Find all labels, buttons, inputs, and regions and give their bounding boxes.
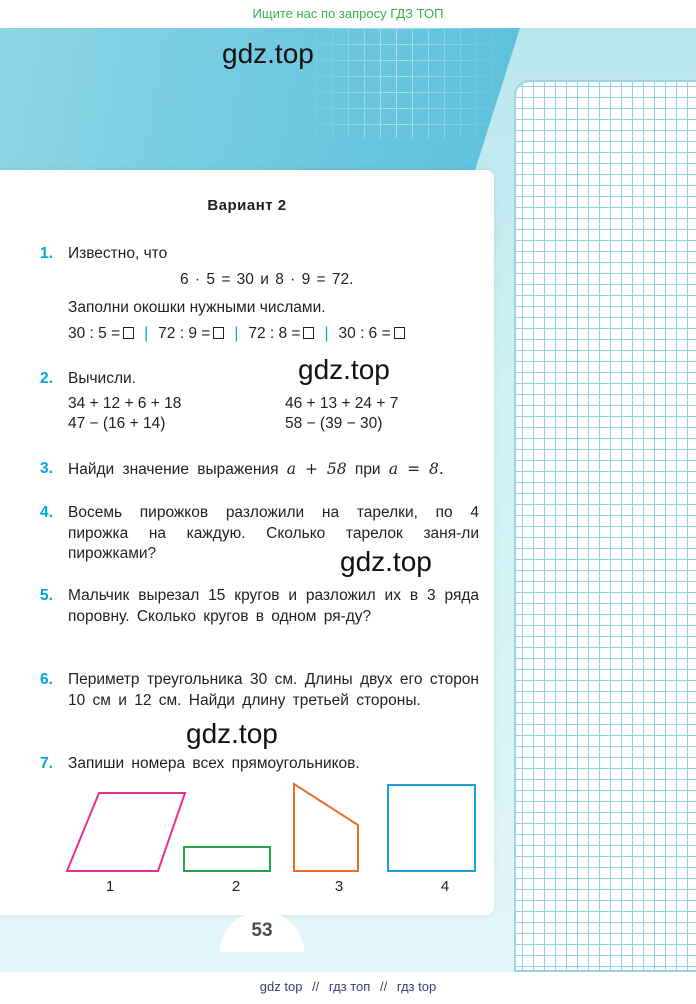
- task-text: Периметр треугольника 30 см. Длины двух его сторон 10 см и 12 см. Найди длину третьей стороны.: [68, 671, 479, 709]
- task-number: 4.: [40, 504, 53, 521]
- task-number: 2.: [40, 370, 53, 387]
- expression: a + 58: [286, 460, 347, 478]
- answer-box[interactable]: [123, 327, 134, 339]
- separator: |: [324, 325, 329, 342]
- shape-label-2: 2: [231, 878, 241, 895]
- task-text: Восемь пирожков разложили на тарелки, по 4 пирожка на каждую. Сколько тарелок заня-ли пирожками?: [68, 504, 479, 562]
- task-text: Известно, что: [68, 245, 168, 262]
- header-grid-decoration: [300, 28, 510, 138]
- task-text: Запиши номера всех прямоугольников.: [68, 755, 360, 772]
- parallelogram-shape-1: [67, 793, 185, 871]
- expression: 72 : 9 =: [158, 325, 211, 342]
- footer-links: [0, 972, 696, 1004]
- expression: 58 − (39 − 30): [285, 415, 383, 432]
- task-text: [68, 459, 444, 481]
- task-text-part: Найди значение выражения: [68, 461, 279, 478]
- square-shape-4: [388, 785, 475, 871]
- shape-label-3: 3: [334, 878, 344, 895]
- expression: 72 : 8 =: [248, 325, 301, 342]
- expression: 34 + 12 + 6 + 18: [68, 395, 182, 412]
- separator: |: [144, 325, 149, 342]
- footer-divider: //: [379, 979, 388, 994]
- expression: 30 : 6 =: [338, 325, 391, 342]
- footer-link[interactable]: гдз top: [396, 979, 437, 994]
- shape-label-1: 1: [105, 878, 115, 895]
- watermark: gdz.top: [186, 718, 278, 749]
- task-text-part: при: [354, 461, 381, 478]
- shape-label-4: 4: [440, 878, 450, 895]
- answer-box[interactable]: [394, 327, 405, 339]
- task-text: Вычисли.: [68, 370, 136, 387]
- rectangle-shape-2: [184, 847, 270, 871]
- expression: 46 + 13 + 24 + 7: [285, 395, 399, 412]
- watermark: gdz.top: [222, 38, 314, 69]
- shapes-figure: [40, 780, 490, 876]
- task-5: [40, 586, 480, 650]
- trapezoid-shape-3: [294, 784, 358, 871]
- watermark: gdz.top: [298, 354, 390, 385]
- task-text: Мальчик вырезал 15 кругов и разложил их в 3 ряда поровну. Сколько кругов в одном ря-ду?: [68, 587, 479, 625]
- task-number: 7.: [40, 755, 53, 772]
- task-1: [40, 244, 480, 344]
- footer-divider: //: [312, 979, 320, 994]
- footer-link[interactable]: гдз топ: [328, 979, 371, 994]
- watermark: gdz.top: [340, 546, 432, 577]
- expression: 30 : 5 =: [68, 325, 121, 342]
- answer-box[interactable]: [303, 327, 314, 339]
- task-formula: 6 · 5 = 30 и 8 · 9 = 72.: [180, 271, 354, 288]
- search-banner[interactable]: Ищите нас по запросу ГДЗ ТОП: [252, 6, 444, 21]
- condition: a = 8.: [388, 460, 444, 478]
- task-number: 3.: [40, 460, 53, 477]
- footer-link[interactable]: gdz top: [259, 979, 303, 994]
- graph-paper-panel: [514, 80, 696, 972]
- task-2: [40, 369, 480, 435]
- task-number: 5.: [40, 587, 53, 604]
- task-number: 6.: [40, 671, 53, 688]
- variant-title: Вариант 2: [207, 197, 287, 214]
- task-7: [40, 754, 480, 776]
- expression: 47 − (16 + 14): [68, 415, 166, 432]
- page-number: 53: [251, 920, 273, 941]
- expression-row: [68, 324, 405, 345]
- answer-box[interactable]: [213, 327, 224, 339]
- task-number: 1.: [40, 245, 53, 262]
- separator: |: [234, 325, 239, 342]
- task-3: [40, 459, 480, 481]
- task-text-2: Заполни окошки нужными числами.: [68, 299, 326, 316]
